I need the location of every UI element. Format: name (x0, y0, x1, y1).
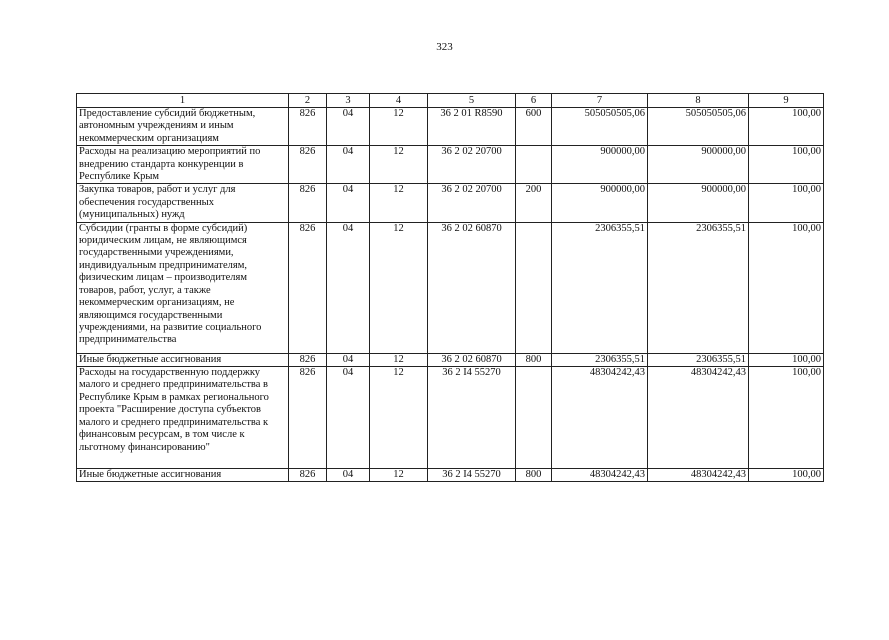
cell-col3: 04 (327, 184, 370, 222)
cell-col3: 04 (327, 469, 370, 482)
cell-col5: 36 2 02 60870 (428, 353, 516, 366)
table-row (77, 469, 824, 482)
column-header: 4 (370, 94, 428, 108)
cell-col6: 800 (516, 469, 552, 482)
column-header: 5 (428, 94, 516, 108)
cell-col9: 100,00 (749, 222, 824, 353)
cell-col4: 12 (370, 469, 428, 482)
cell-col3: 04 (327, 222, 370, 353)
row-name: Расходы на государственную поддержку малого и среднего предпринимательства в Республике Крым в рамках регионального проекта "Расширение доступа субъектов малого и среднего предпринимательства к финансовым ресурсам, в том числе к льготному финансированию" (77, 367, 289, 469)
row-name: Иные бюджетные ассигнования (77, 469, 289, 482)
cell-col8: 2306355,51 (648, 353, 749, 366)
cell-col5: 36 2 02 20700 (428, 184, 516, 222)
cell-col6 (516, 146, 552, 184)
cell-col7: 2306355,51 (552, 353, 648, 366)
column-header: 8 (648, 94, 749, 108)
cell-col9: 100,00 (749, 367, 824, 469)
cell-col2: 826 (289, 184, 327, 222)
cell-col3: 04 (327, 108, 370, 146)
cell-col6 (516, 367, 552, 469)
cell-col7: 900000,00 (552, 146, 648, 184)
cell-col7: 48304242,43 (552, 469, 648, 482)
column-header: 1 (77, 94, 289, 108)
cell-col2: 826 (289, 108, 327, 146)
column-header: 2 (289, 94, 327, 108)
cell-col2: 826 (289, 146, 327, 184)
cell-col8: 900000,00 (648, 184, 749, 222)
cell-col7: 505050505,06 (552, 108, 648, 146)
table-row (77, 353, 824, 366)
table-row (77, 146, 824, 184)
table-row (77, 222, 824, 353)
cell-col4: 12 (370, 146, 428, 184)
cell-col9: 100,00 (749, 146, 824, 184)
cell-col8: 48304242,43 (648, 469, 749, 482)
cell-col2: 826 (289, 222, 327, 353)
cell-col8: 2306355,51 (648, 222, 749, 353)
table-row (77, 184, 824, 222)
row-name: Субсидии (гранты в форме субсидий) юридическим лицам, не являющимся государственными учреждениями, индивидуальным предпринимателям, физическим лицам – производителям товаров, работ, услуг, а также некоммерческим организациям, не являющимся государственными учреждениями, на развитие социального предпринимательства (77, 222, 289, 353)
row-name: Предоставление субсидий бюджетным, автономным учреждениям и иным некоммерческим организациям (77, 108, 289, 146)
table-row (77, 367, 824, 469)
column-header: 6 (516, 94, 552, 108)
cell-col2: 826 (289, 469, 327, 482)
table-row (77, 108, 824, 146)
cell-col4: 12 (370, 353, 428, 366)
row-name: Закупка товаров, работ и услуг для обеспечения государственных (муниципальных) нужд (77, 184, 289, 222)
cell-col4: 12 (370, 108, 428, 146)
cell-col3: 04 (327, 146, 370, 184)
cell-col9: 100,00 (749, 353, 824, 366)
column-header: 9 (749, 94, 824, 108)
column-header: 3 (327, 94, 370, 108)
cell-col9: 100,00 (749, 184, 824, 222)
cell-col4: 12 (370, 222, 428, 353)
cell-col6: 200 (516, 184, 552, 222)
cell-col7: 2306355,51 (552, 222, 648, 353)
cell-col7: 48304242,43 (552, 367, 648, 469)
cell-col6 (516, 222, 552, 353)
cell-col8: 900000,00 (648, 146, 749, 184)
cell-col6: 800 (516, 353, 552, 366)
cell-col5: 36 2 I4 55270 (428, 367, 516, 469)
cell-col3: 04 (327, 353, 370, 366)
cell-col3: 04 (327, 367, 370, 469)
cell-col4: 12 (370, 367, 428, 469)
column-header: 7 (552, 94, 648, 108)
cell-col9: 100,00 (749, 469, 824, 482)
cell-col6: 600 (516, 108, 552, 146)
row-name: Расходы на реализацию мероприятий по внедрению стандарта конкуренции в Республике Крым (77, 146, 289, 184)
cell-col2: 826 (289, 367, 327, 469)
cell-col5: 36 2 I4 55270 (428, 469, 516, 482)
cell-col5: 36 2 02 60870 (428, 222, 516, 353)
cell-col5: 36 2 02 20700 (428, 146, 516, 184)
cell-col8: 505050505,06 (648, 108, 749, 146)
budget-table (76, 93, 824, 482)
cell-col4: 12 (370, 184, 428, 222)
header-row (77, 94, 824, 108)
cell-col5: 36 2 01 R8590 (428, 108, 516, 146)
row-name: Иные бюджетные ассигнования (77, 353, 289, 366)
cell-col7: 900000,00 (552, 184, 648, 222)
cell-col9: 100,00 (749, 108, 824, 146)
cell-col8: 48304242,43 (648, 367, 749, 469)
page-number: 323 (436, 41, 453, 53)
cell-col2: 826 (289, 353, 327, 366)
